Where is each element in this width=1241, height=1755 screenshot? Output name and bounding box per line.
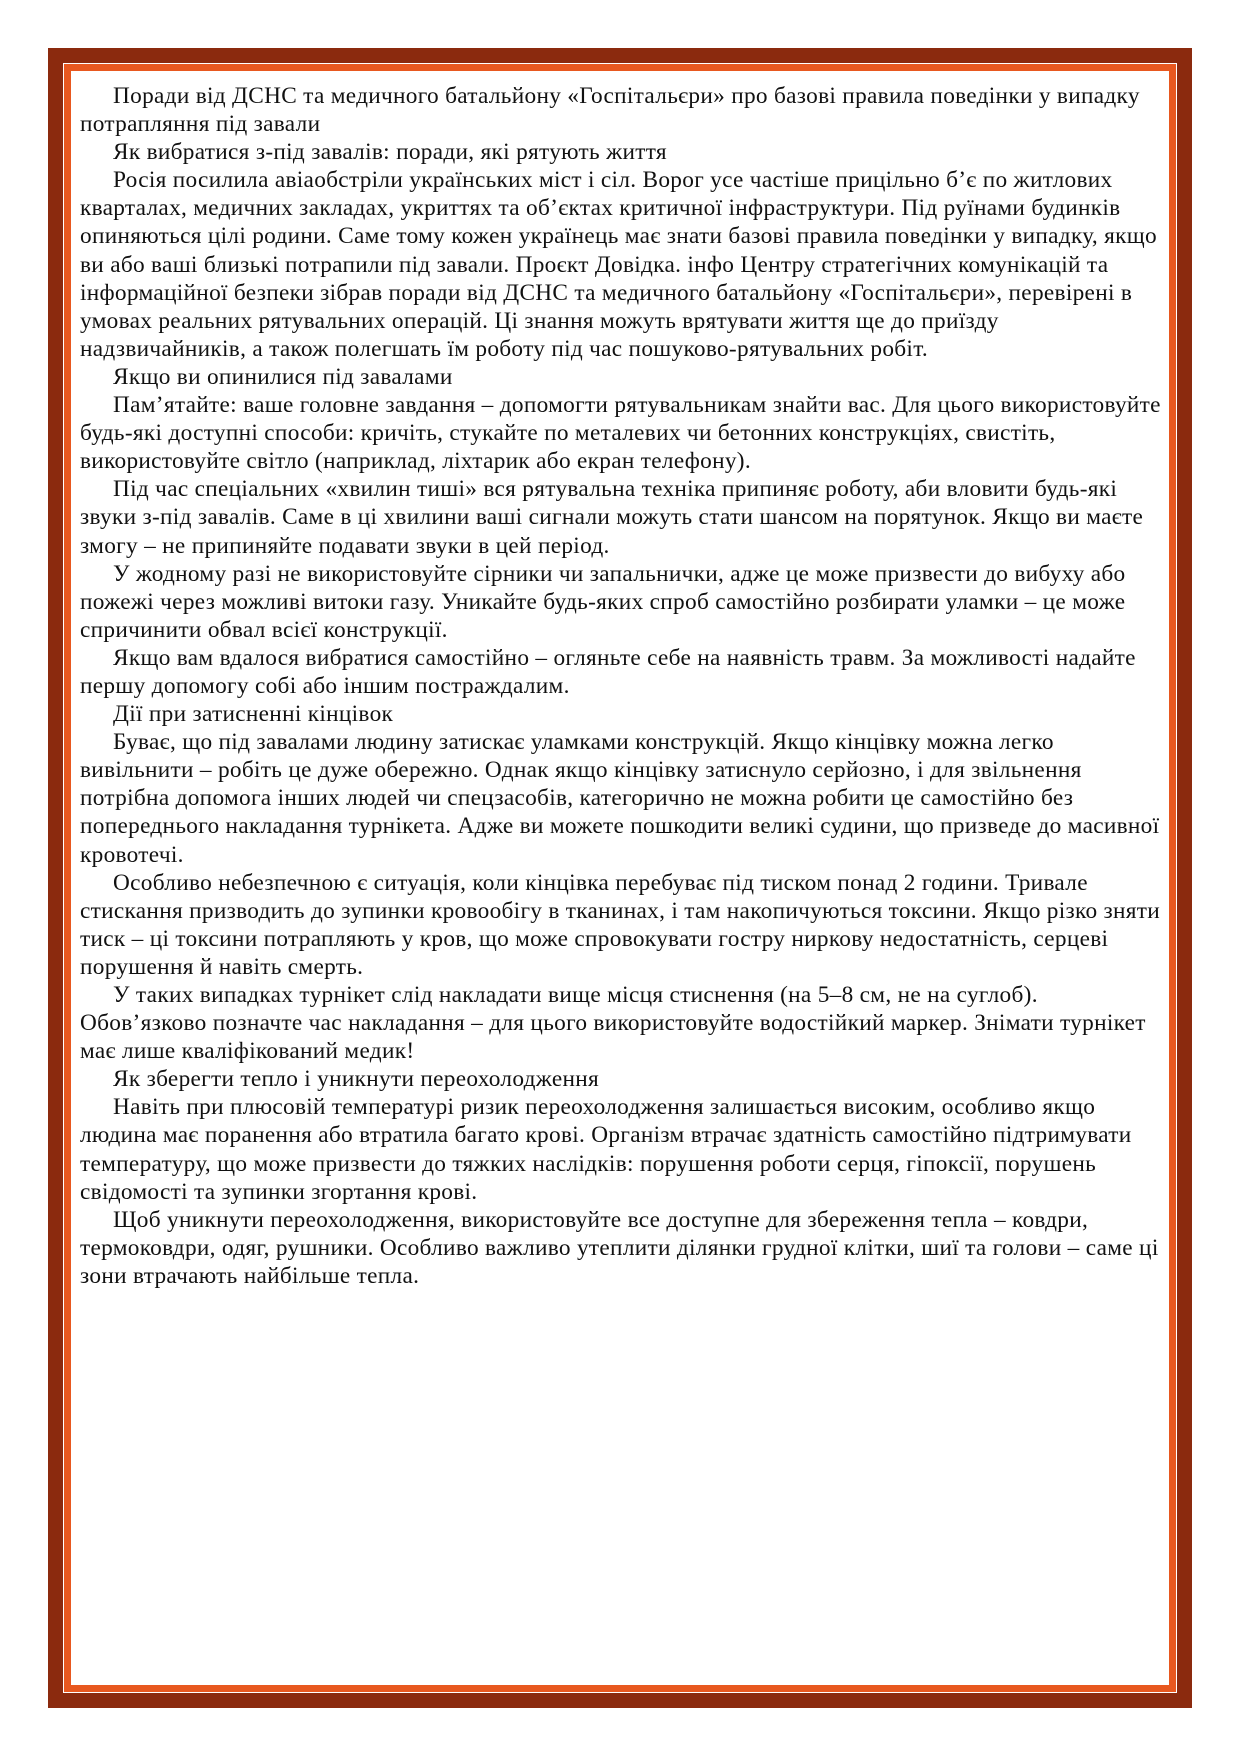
paragraph: Пам’ятайте: ваше головне завдання – допомогти рятувальникам знайти вас. Для цього використовуйте будь-які доступні способи: кричіть, стукайте по металевих чи бетонних конструкціях, свистіть, використовуйте світло (наприклад, ліхтарик або екран телефону). [80, 392, 1161, 475]
document-body [71, 71, 1169, 1300]
paragraph: Росія посилила авіаобстріли українських міст і сіл. Ворог усе частіше прицільно б’є по житлових кварталах, медичних закладах, укриттях та об’єктах критичної інфраструктури. Під руїнами будинків опиняються цілі родини. Саме тому кожен українець має знати базові правила поведінки у випадку, якщо ви або ваші близькі потрапили під завали. Проєкт Довідка. інфо Центру стратегічних комунікацій та інформаційної безпеки зібрав поради від ДСНС та медичного батальйону «Госпітальєри», перевірені в умовах реальних рятувальних операцій. Ці знання можуть врятувати життя ще до приїзду надзвичайників, а також полегшать їм роботу під час пошуково-рятувальних робіт. [80, 167, 1157, 362]
paragraph: Якщо вам вдалося вибратися самостійно – огляньте себе на наявність травм. За можливості надайте першу допомогу собі або іншим постраждалим. [80, 644, 1136, 699]
paragraph: Поради від ДСНС та медичного батальйону «Госпітальєри» про базові правила поведінки у випадку потрапляння під завали [80, 83, 1140, 138]
paragraph: Щоб уникнути переохолодження, використовуйте все доступне для збереження тепла – ковдри, термоковдри, одяг, рушники. Особливо важливо утеплити ділянки грудної клітки, шиї та голови – саме ці зони втрачають найбільше тепла. [80, 1206, 1159, 1289]
paragraph: Буває, що під завалами людину затискає уламками конструкцій. Якщо кінцівку можна легко вивільнити – робіть це дуже обережно. Однак якщо кінцівку затиснуло серйозно, і для звільнення потрібна допомога інших людей чи спецзасобів, категорично не можна робити це самостійно без попереднього накладання турнікета. Адже ви можете пошкодити великі судини, що призведе до масивної кровотечі. [80, 729, 1160, 868]
page-border-inner [64, 64, 1176, 1692]
paragraph: У жодному разі не використовуйте сірники чи запальнички, адже це може призвести до вибуху або пожежі через можливі витоки газу. Уникайте будь-яких спроб самостійно розбирати уламки – це може спричинити обвал всієї конструкції. [80, 560, 1126, 643]
paragraph: У таких випадках турнікет слід накладати вище місця стиснення (на 5–8 см, не на суглоб). Обов’язково позначте час накладання – для цього використовуйте водостійкий маркер. Знімати турнікет має лише кваліфікований медик! [80, 982, 1146, 1065]
paragraph: Якщо ви опинилися під завалами [113, 363, 453, 390]
paragraph: Як зберегти тепло і уникнути переохолодження [113, 1066, 600, 1093]
paragraph: Особливо небезпечною є ситуація, коли кінцівка перебуває під тиском понад 2 години. Тривале стискання призводить до зупинки кровообігу в тканинах, і там накопичуються токсини. Якщо різко зняти тиск – ці токсини потрапляють у кров, що може спровокувати гостру ниркову недостатність, серцеві порушення й навіть смерть. [80, 869, 1161, 980]
paragraph: Навіть при плюсовій температурі ризик переохолодження залишається високим, особливо якщо людина має поранення або втратила багато крові. Організм втрачає здатність самостійно підтримувати температуру, що може призвести до тяжких наслідків: порушення роботи серця, гіпоксії, порушень свідомості та зупинки згортання крові. [80, 1094, 1132, 1205]
paragraph: Під час спеціальних «хвилин тиші» вся рятувальна техніка припиняє роботу, аби вловити будь-які звуки з-під завалів. Саме в ці хвилини ваші сигнали можуть стати шансом на порятунок. Якщо ви маєте змогу – не припиняйте подавати звуки в цей період. [80, 476, 1144, 559]
page-border-outer [48, 48, 1192, 1708]
paragraph: Дії при затисненні кінцівок [113, 701, 394, 728]
paragraph: Як вибратися з-під завалів: поради, які рятують життя [113, 139, 667, 166]
